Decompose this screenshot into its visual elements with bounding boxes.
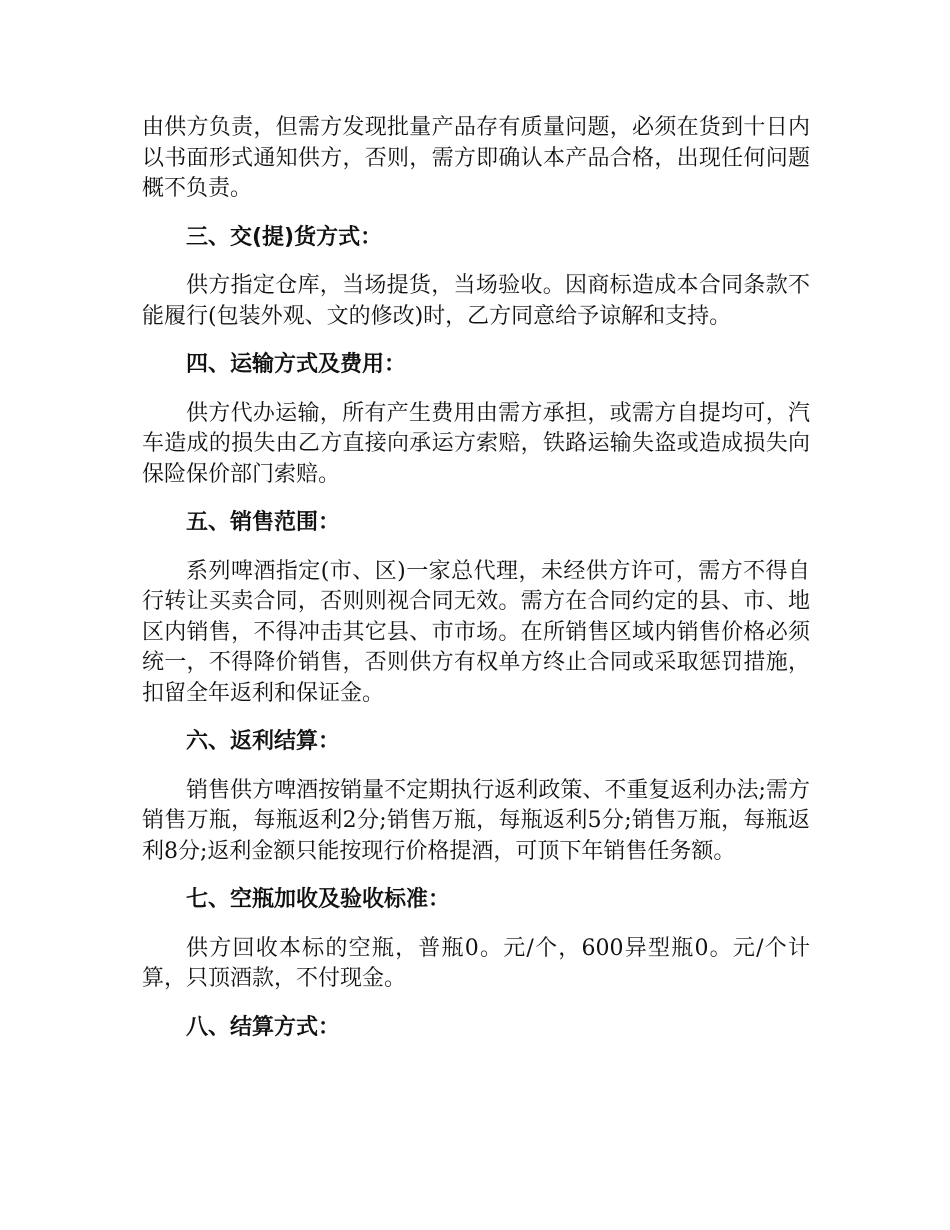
- section-body-rebate: 销售供方啤酒按销量不定期执行返利政策、不重复返利办法;需方销售万瓶，每瓶返利2分;销售万瓶，每瓶返利5分;销售万瓶，每瓶返利8分;返利金额只能按现行价格提酒，可顶下年销售任务额。: [142, 777, 810, 864]
- section-body-delivery: 供方指定仓库，当场提货，当场验收。因商标造成本合同条款不能履行(包装外观、文的修改)时，乙方同意给予谅解和支持。: [142, 273, 810, 329]
- section-heading-rebate: 六、返利结算：: [186, 729, 341, 754]
- document-body: [142, 113, 810, 1061]
- section-heading-sales-scope: 五、销售范围：: [186, 510, 341, 535]
- section-body-empty-bottles: 供方回收本标的空瓶，普瓶0。元/个，600异型瓶0。元/个计算，只顶酒款，不付现金。: [142, 935, 810, 991]
- section-heading-delivery: 三、交(提)货方式：: [186, 224, 383, 250]
- section-heading-transport: 四、运输方式及费用：: [186, 352, 407, 377]
- section-heading-settlement: 八、结算方式：: [186, 1014, 341, 1040]
- section-heading-empty-bottles: 七、空瓶加收及验收标准：: [186, 887, 451, 912]
- section-body-transport: 供方代办运输，所有产生费用由需方承担，或需方自提均可，汽车造成的损失由乙方直接向承运方索赔，铁路运输失盗或造成损失向保险保价部门索赔。: [142, 400, 810, 487]
- section-body-sales-scope: 系列啤酒指定(市、区)一家总代理，未经供方许可，需方不得自行转让买卖合同，否则则视合同无效。需方在合同约定的县、市、地区内销售，不得冲击其它县、市市场。在所销售区域内销售价格必须统一，不得降价销售，否则供方有权单方终止合同或采取惩罚措施，扣留全年返利和保证金。: [142, 558, 810, 706]
- intro-paragraph: 由供方负责，但需方发现批量产品存有质量问题，必须在货到十日内以书面形式通知供方，否则，需方即确认本产品合格，出现任何问题概不负责。: [142, 115, 810, 201]
